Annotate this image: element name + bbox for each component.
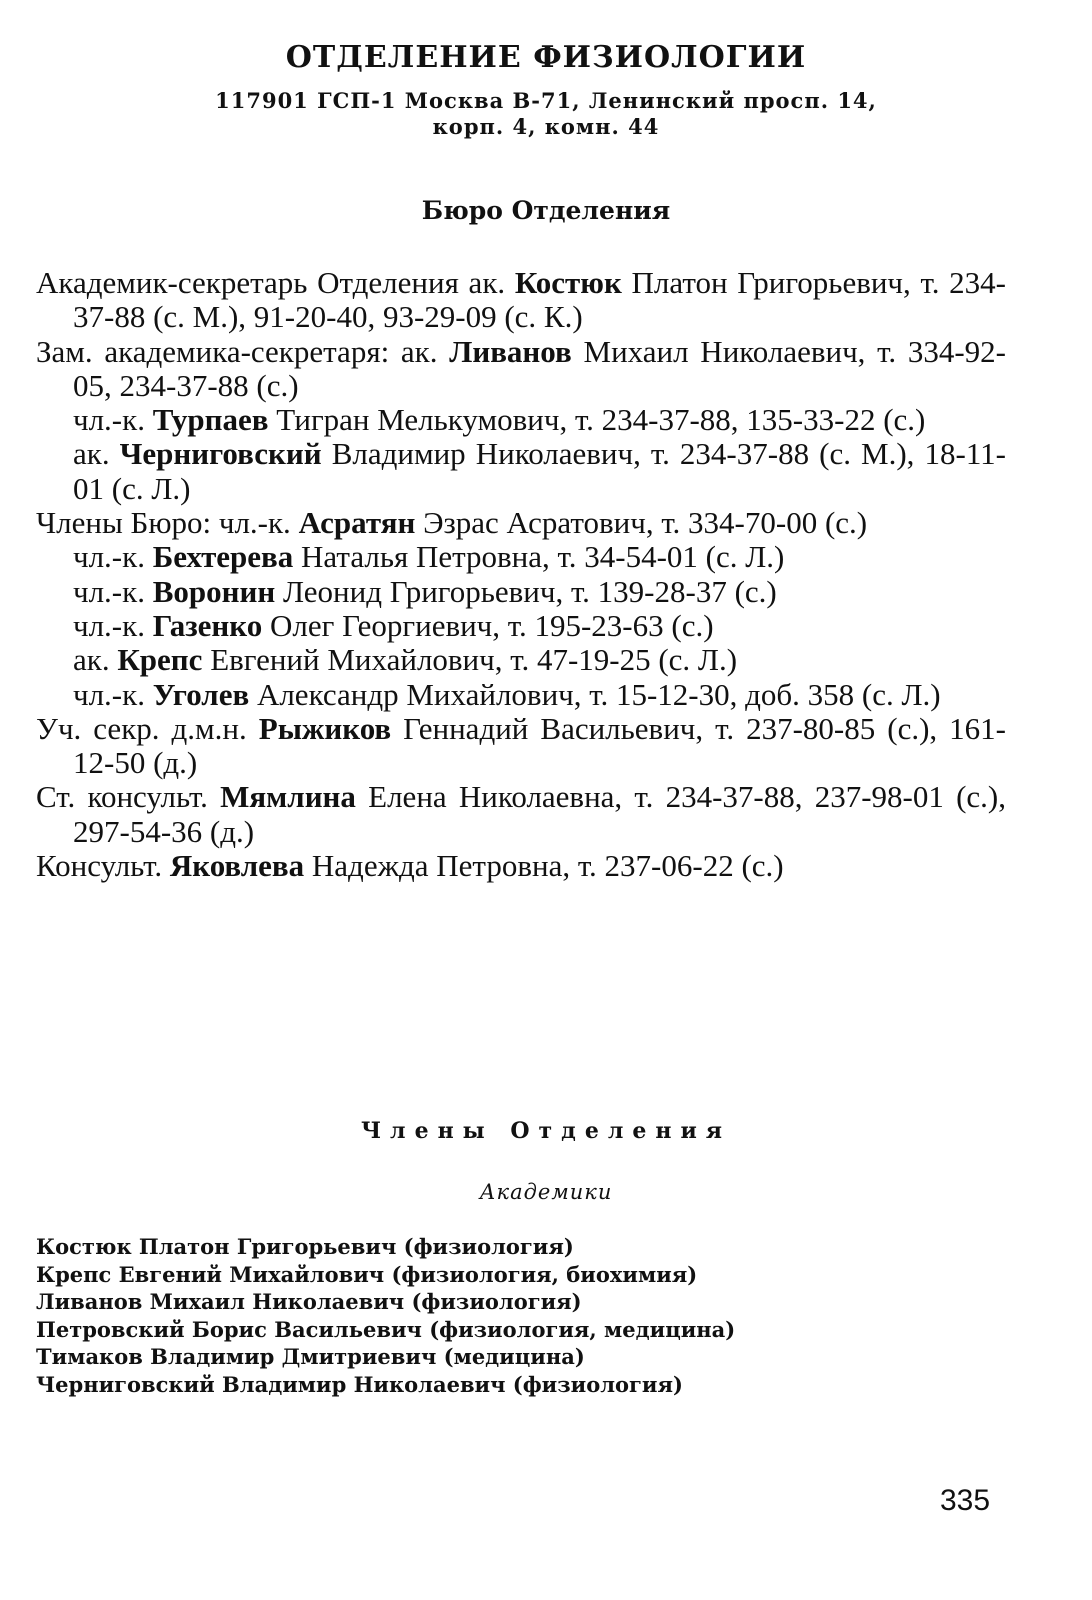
bureau-entry: ак. Черниговский Владимир Николаевич, т. 234-37-88 (с. М.), 18-11-01 (с. Л.) — [73, 436, 1006, 506]
person-surname: Мямлина — [220, 779, 356, 815]
bureau-entry: Уч. секр. д.м.н. Рыжиков Геннадий Васильевич, т. 237-80-85 (с.), 161-12-50 (д.) — [36, 710, 1006, 781]
address-line-1: 117901 ГСП-1 Москва В-71, Ленинский просп. 14, — [215, 88, 877, 113]
bureau-entries — [36, 266, 1006, 883]
address-line-2: корп. 4, комн. 44 — [432, 114, 660, 139]
person-surname: Воронин — [152, 573, 276, 609]
academicians-heading: Академики — [479, 1180, 613, 1204]
bureau-entry: ак. Крепс Евгений Михайлович, т. 47-19-25 (с. Л.) — [73, 642, 738, 678]
bureau-heading: Бюро Отделения — [421, 196, 671, 225]
bureau-entry: Консульт. Яковлева Надежда Петровна, т. 237-06-22 (с.) — [36, 848, 784, 884]
person-surname: Крепс — [117, 642, 203, 678]
person-surname: Костюк — [514, 265, 622, 300]
person-surname: Яковлева — [169, 848, 305, 884]
bureau-entry: Члены Бюро: чл.-к. Асратян Эзрас Асратович, т. 334-70-00 (с.) — [36, 505, 868, 541]
bureau-entry: Ст. консульт. Мямлина Елена Николаевна, т. 234-37-88, 237-98-01 (с.), 297-54-36 (д.) — [36, 779, 1006, 849]
bureau-entry: Академик-секретарь Отделения ак. Костюк Платон Григорьевич, т. 234-37-88 (с. М.), 91-20-40, 93-29-09 (с. К.) — [36, 265, 1006, 335]
bureau-entry: чл.-к. Воронин Леонид Григорьевич, т. 139-28-37 (с.) — [73, 573, 777, 609]
person-surname: Уголев — [152, 676, 250, 712]
list-item: Ливанов Михаил Николаевич (физиология) — [36, 1289, 582, 1314]
list-item: Черниговский Владимир Николаевич (физиология) — [36, 1371, 683, 1397]
academicians-list — [36, 1233, 936, 1398]
person-surname: Бехтерева — [152, 539, 294, 575]
list-item: Тимаков Владимир Дмитриевич (медицина) — [36, 1344, 585, 1369]
list-item: Петровский Борис Васильевич (физиология, медицина) — [36, 1316, 736, 1342]
person-surname: Рыжиков — [258, 710, 392, 746]
bureau-entry: Зам. академика-секретаря: ак. Ливанов Михаил Николаевич, т. 334-92-05, 234-37-88 (с.) — [36, 333, 1006, 403]
bureau-entry: чл.-к. Бехтерева Наталья Петровна, т. 34-54-01 (с. Л.) — [73, 539, 785, 575]
department-title: ОТДЕЛЕНИЕ ФИЗИОЛОГИИ — [285, 40, 807, 75]
list-item: Крепс Евгений Михайлович (физиология, биохимия) — [36, 1261, 698, 1287]
bureau-entry: чл.-к. Уголев Александр Михайлович, т. 15-12-30, доб. 358 (с. Л.) — [73, 676, 941, 712]
bureau-entry: чл.-к. Газенко Олег Георгиевич, т. 195-23-63 (с.) — [73, 607, 714, 643]
page-number: 335 — [940, 1484, 991, 1517]
list-item: Костюк Платон Григорьевич (физиология) — [36, 1234, 574, 1259]
person-surname: Газенко — [152, 607, 263, 643]
bureau-entry: чл.-к. Турпаев Тигран Мелькумович, т. 234-37-88, 135-33-22 (с.) — [73, 402, 926, 438]
person-surname: Черниговский — [119, 436, 322, 472]
person-surname: Ливанов — [449, 333, 572, 369]
person-surname: Асратян — [298, 505, 416, 541]
person-surname: Турпаев — [152, 402, 269, 438]
members-heading: Члены Отделения — [360, 1118, 732, 1144]
